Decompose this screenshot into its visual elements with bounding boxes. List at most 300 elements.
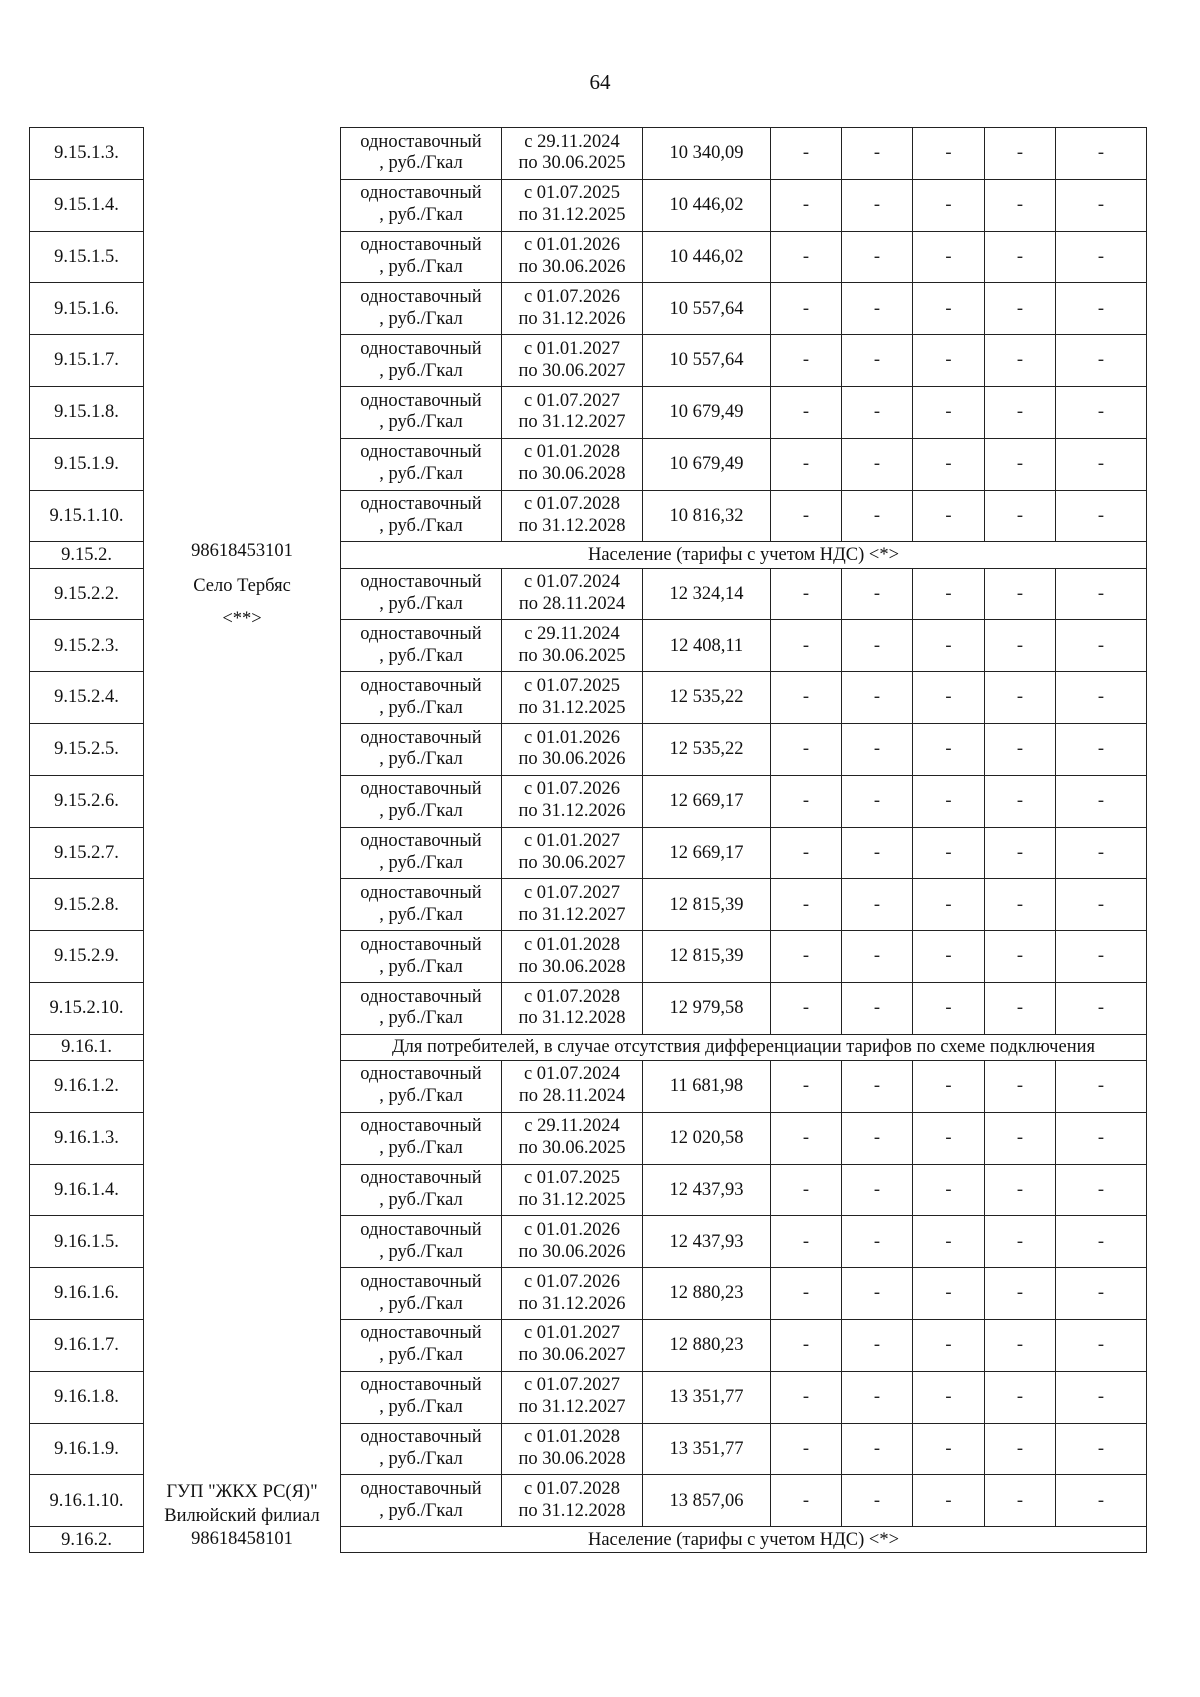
tariff-period	[502, 723, 643, 775]
empty-value-dash: -	[771, 1319, 842, 1371]
period-to: по 31.12.2027	[518, 412, 626, 433]
tariff-period	[502, 231, 643, 283]
period-from: с 01.07.2028	[523, 1478, 621, 1499]
empty-value-dash: -	[985, 128, 1056, 180]
empty-value-dash: -	[842, 1475, 913, 1527]
period-from: с 01.07.2028	[523, 986, 621, 1007]
tariff-type-line: одноставочный	[360, 934, 482, 955]
empty-value-dash: -	[1056, 931, 1147, 983]
row-number: 9.16.1.9.	[30, 1423, 144, 1475]
tariff-period	[502, 982, 643, 1034]
tariff-type	[341, 179, 502, 231]
tariff-type-line: одноставочный	[360, 286, 482, 307]
empty-value-dash: -	[913, 931, 985, 983]
row-number: 9.15.1.7.	[30, 335, 144, 387]
empty-value-dash: -	[913, 620, 985, 672]
empty-value-dash: -	[771, 1371, 842, 1423]
empty-value-dash: -	[985, 231, 1056, 283]
empty-value-dash: -	[1056, 1319, 1147, 1371]
empty-value-dash: -	[771, 1475, 842, 1527]
tariff-value: 13 351,77	[643, 1423, 771, 1475]
empty-value-dash: -	[842, 1164, 913, 1216]
tariff-type-line: одноставочный	[360, 131, 482, 152]
tariff-period	[502, 335, 643, 387]
row-number: 9.16.1.7.	[30, 1319, 144, 1371]
period-from: с 01.07.2027	[523, 390, 621, 411]
tariff-value: 12 815,39	[643, 879, 771, 931]
tariff-value: 12 880,23	[643, 1268, 771, 1320]
empty-value-dash: -	[985, 879, 1056, 931]
tariff-unit-line: , руб./Гкал	[379, 1086, 463, 1107]
row-number: 9.15.2.7.	[30, 827, 144, 879]
row-number: 9.15.1.8.	[30, 386, 144, 438]
row-number: 9.15.2.5.	[30, 723, 144, 775]
tariff-value: 10 446,02	[643, 179, 771, 231]
tariff-period	[502, 879, 643, 931]
row-number: 9.15.2.10.	[30, 982, 144, 1034]
period-from: с 01.01.2026	[523, 1219, 621, 1240]
empty-value-dash: -	[1056, 879, 1147, 931]
tariff-type-line: одноставочный	[360, 623, 482, 644]
period-to: по 28.11.2024	[518, 1086, 626, 1107]
empty-value-dash: -	[771, 672, 842, 724]
tariff-type	[341, 1268, 502, 1320]
row-number: 9.15.2.9.	[30, 931, 144, 983]
empty-value-dash: -	[771, 490, 842, 542]
empty-value-dash: -	[842, 827, 913, 879]
period-from: с 01.01.2027	[523, 1323, 621, 1344]
row-number: 9.15.2.6.	[30, 775, 144, 827]
period-from: с 01.01.2028	[523, 442, 621, 463]
empty-value-dash: -	[842, 568, 913, 620]
empty-value-dash: -	[985, 931, 1056, 983]
tariff-type	[341, 438, 502, 490]
period-to: по 30.06.2028	[518, 464, 626, 485]
tariff-type-line: одноставочный	[360, 235, 482, 256]
empty-value-dash: -	[913, 386, 985, 438]
tariff-unit-line: , руб./Гкал	[379, 412, 463, 433]
empty-value-dash: -	[985, 672, 1056, 724]
tariff-type-line: одноставочный	[360, 1478, 482, 1499]
tariff-value: 10 446,02	[643, 231, 771, 283]
empty-value-dash: -	[842, 231, 913, 283]
empty-value-dash: -	[771, 568, 842, 620]
empty-value-dash: -	[771, 386, 842, 438]
tariff-table-body	[30, 128, 1147, 1553]
tariff-unit-line: , руб./Гкал	[379, 1138, 463, 1159]
empty-value-dash: -	[1056, 1268, 1147, 1320]
tariff-unit-line: , руб./Гкал	[379, 308, 463, 329]
tariff-type-line: одноставочный	[360, 338, 482, 359]
tariff-value: 13 857,06	[643, 1475, 771, 1527]
tariff-type	[341, 1319, 502, 1371]
period-from: с 01.07.2028	[523, 494, 621, 515]
empty-value-dash: -	[1056, 827, 1147, 879]
row-number: 9.16.1.	[30, 1034, 144, 1060]
empty-value-dash: -	[985, 620, 1056, 672]
period-to: по 31.12.2027	[518, 1397, 626, 1418]
row-number: 9.15.2.	[30, 542, 144, 568]
tariff-period	[502, 438, 643, 490]
row-number: 9.16.1.10.	[30, 1475, 144, 1527]
empty-value-dash: -	[913, 879, 985, 931]
tariff-value: 12 669,17	[643, 775, 771, 827]
empty-value-dash: -	[985, 1319, 1056, 1371]
page-number: 64	[589, 70, 611, 94]
org-branch: Вилюйский филиал	[164, 1505, 320, 1526]
empty-value-dash: -	[771, 827, 842, 879]
settlement-code: 98618453101	[191, 540, 293, 561]
tariff-value: 10 816,32	[643, 490, 771, 542]
period-from: с 29.11.2024	[524, 1116, 620, 1137]
empty-value-dash: -	[913, 438, 985, 490]
row-number: 9.15.1.5.	[30, 231, 144, 283]
tariff-period	[502, 775, 643, 827]
empty-value-dash: -	[985, 283, 1056, 335]
tariff-type-line: одноставочный	[360, 1375, 482, 1396]
empty-value-dash: -	[985, 386, 1056, 438]
tariff-type-line: одноставочный	[360, 1219, 482, 1240]
row-number: 9.16.1.8.	[30, 1371, 144, 1423]
tariff-period	[502, 1268, 643, 1320]
empty-value-dash: -	[985, 490, 1056, 542]
empty-value-dash: -	[842, 1060, 913, 1112]
empty-value-dash: -	[771, 438, 842, 490]
row-number: 9.16.1.4.	[30, 1164, 144, 1216]
tariff-type	[341, 1423, 502, 1475]
empty-value-dash: -	[1056, 620, 1147, 672]
tariff-type	[341, 1475, 502, 1527]
tariff-type	[341, 568, 502, 620]
period-from: с 01.07.2025	[523, 1168, 621, 1189]
empty-value-dash: -	[985, 1268, 1056, 1320]
org-name: ГУП "ЖКХ РС(Я)"	[166, 1482, 318, 1503]
tariff-value: 12 535,22	[643, 723, 771, 775]
empty-value-dash: -	[1056, 1216, 1147, 1268]
tariff-type	[341, 879, 502, 931]
tariff-unit-line: , руб./Гкал	[379, 645, 463, 666]
empty-value-dash: -	[842, 1371, 913, 1423]
section-header-text: Население (тарифы с учетом НДС) <*>	[341, 1527, 1147, 1553]
empty-value-dash: -	[1056, 723, 1147, 775]
empty-value-dash: -	[771, 1216, 842, 1268]
period-from: с 01.01.2028	[523, 1427, 621, 1448]
empty-value-dash: -	[771, 879, 842, 931]
org-cell	[144, 1034, 341, 1553]
row-number: 9.16.1.2.	[30, 1060, 144, 1112]
tariff-unit-line: , руб./Гкал	[379, 593, 463, 614]
tariff-value: 12 815,39	[643, 931, 771, 983]
tariff-value: 12 535,22	[643, 672, 771, 724]
empty-value-dash: -	[913, 1112, 985, 1164]
empty-value-dash: -	[842, 490, 913, 542]
empty-value-dash: -	[913, 827, 985, 879]
empty-value-dash: -	[771, 723, 842, 775]
tariff-unit-line: , руб./Гкал	[379, 697, 463, 718]
period-to: по 31.12.2025	[518, 1189, 626, 1210]
tariff-type-line: одноставочный	[360, 390, 482, 411]
period-to: по 28.11.2024	[518, 593, 626, 614]
empty-value-dash: -	[913, 1268, 985, 1320]
empty-value-dash: -	[771, 620, 842, 672]
row-number: 9.16.1.5.	[30, 1216, 144, 1268]
tariff-unit-line: , руб./Гкал	[379, 904, 463, 925]
tariff-period	[502, 1216, 643, 1268]
tariff-unit-line: , руб./Гкал	[379, 749, 463, 770]
row-number: 9.16.1.3.	[30, 1112, 144, 1164]
empty-value-dash: -	[842, 1423, 913, 1475]
empty-value-dash: -	[1056, 568, 1147, 620]
period-from: с 01.01.2026	[523, 235, 621, 256]
tariff-unit-line: , руб./Гкал	[379, 205, 463, 226]
tariff-unit-line: , руб./Гкал	[379, 360, 463, 381]
tariff-period	[502, 386, 643, 438]
period-to: по 31.12.2026	[518, 1293, 626, 1314]
period-to: по 31.12.2028	[518, 515, 626, 536]
empty-value-dash: -	[771, 931, 842, 983]
tariff-period	[502, 283, 643, 335]
period-from: с 01.07.2026	[523, 286, 621, 307]
tariff-type	[341, 1060, 502, 1112]
tariff-period	[502, 1319, 643, 1371]
tariff-type-line: одноставочный	[360, 1323, 482, 1344]
tariff-period	[502, 1112, 643, 1164]
row-number: 9.15.2.8.	[30, 879, 144, 931]
tariff-period	[502, 1371, 643, 1423]
period-to: по 30.06.2028	[518, 1448, 626, 1469]
empty-value-dash: -	[913, 723, 985, 775]
period-to: по 30.06.2025	[518, 1138, 626, 1159]
empty-value-dash: -	[985, 723, 1056, 775]
empty-value-dash: -	[913, 1319, 985, 1371]
empty-value-dash: -	[985, 1164, 1056, 1216]
empty-value-dash: -	[1056, 490, 1147, 542]
empty-value-dash: -	[913, 1423, 985, 1475]
empty-value-dash: -	[985, 775, 1056, 827]
period-to: по 30.06.2026	[518, 256, 626, 277]
empty-value-dash: -	[913, 335, 985, 387]
tariff-value: 12 880,23	[643, 1319, 771, 1371]
empty-value-dash: -	[1056, 1371, 1147, 1423]
tariff-type	[341, 231, 502, 283]
empty-value-dash: -	[1056, 283, 1147, 335]
empty-value-dash: -	[985, 982, 1056, 1034]
tariff-type	[341, 723, 502, 775]
row-number: 9.15.2.3.	[30, 620, 144, 672]
empty-value-dash: -	[985, 335, 1056, 387]
tariff-type	[341, 620, 502, 672]
tariff-type-line: одноставочный	[360, 882, 482, 903]
tariff-type	[341, 335, 502, 387]
org-cell	[144, 128, 341, 1035]
empty-value-dash: -	[1056, 1423, 1147, 1475]
empty-value-dash: -	[771, 128, 842, 180]
empty-value-dash: -	[1056, 438, 1147, 490]
empty-value-dash: -	[1056, 386, 1147, 438]
tariff-period	[502, 1164, 643, 1216]
period-from: с 01.07.2026	[523, 1271, 621, 1292]
tariff-value: 12 408,11	[643, 620, 771, 672]
empty-value-dash: -	[985, 1475, 1056, 1527]
tariff-type	[341, 982, 502, 1034]
tariff-unit-line: , руб./Гкал	[379, 1448, 463, 1469]
row-number: 9.15.1.9.	[30, 438, 144, 490]
tariff-type-line: одноставочный	[360, 1427, 482, 1448]
empty-value-dash: -	[985, 1112, 1056, 1164]
tariff-unit-line: , руб./Гкал	[379, 464, 463, 485]
empty-value-dash: -	[842, 620, 913, 672]
row-number: 9.15.1.3.	[30, 128, 144, 180]
empty-value-dash: -	[771, 231, 842, 283]
empty-value-dash: -	[771, 1164, 842, 1216]
row-number: 9.15.1.6.	[30, 283, 144, 335]
section-header-text: Для потребителей, в случае отсутствия дифференциации тарифов по схеме подключения	[341, 1034, 1147, 1060]
period-to: по 30.06.2027	[518, 1345, 626, 1366]
settlement-name: Село Тербяс	[193, 576, 291, 597]
tariff-unit-line: , руб./Гкал	[379, 1397, 463, 1418]
tariff-value: 10 679,49	[643, 438, 771, 490]
tariff-value: 10 679,49	[643, 386, 771, 438]
tariff-period	[502, 1423, 643, 1475]
empty-value-dash: -	[1056, 231, 1147, 283]
tariff-type-line: одноставочный	[360, 572, 482, 593]
org-code: 98618458101	[191, 1528, 293, 1549]
period-from: с 29.11.2024	[524, 623, 620, 644]
empty-value-dash: -	[842, 672, 913, 724]
tariff-unit-line: , руб./Гкал	[379, 153, 463, 174]
empty-value-dash: -	[771, 775, 842, 827]
period-to: по 30.06.2026	[518, 749, 626, 770]
tariff-period	[502, 128, 643, 180]
empty-value-dash: -	[1056, 128, 1147, 180]
period-to: по 30.06.2025	[518, 645, 626, 666]
period-to: по 30.06.2026	[518, 1241, 626, 1262]
empty-value-dash: -	[1056, 1164, 1147, 1216]
period-from: с 01.01.2026	[523, 727, 621, 748]
tariff-type	[341, 128, 502, 180]
tariff-type-line: одноставочный	[360, 831, 482, 852]
tariff-unit-line: , руб./Гкал	[379, 956, 463, 977]
tariff-type	[341, 1371, 502, 1423]
empty-value-dash: -	[771, 1268, 842, 1320]
empty-value-dash: -	[1056, 982, 1147, 1034]
tariff-type-line: одноставочный	[360, 1168, 482, 1189]
empty-value-dash: -	[842, 931, 913, 983]
period-from: с 01.07.2024	[523, 572, 621, 593]
empty-value-dash: -	[842, 723, 913, 775]
tariff-type-line: одноставочный	[360, 1064, 482, 1085]
tariff-type-line: одноставочный	[360, 986, 482, 1007]
period-from: с 01.07.2024	[523, 1064, 621, 1085]
empty-value-dash: -	[771, 1112, 842, 1164]
empty-value-dash: -	[842, 775, 913, 827]
tariff-value: 11 681,98	[643, 1060, 771, 1112]
section-header-row	[30, 1034, 1147, 1060]
tariff-type	[341, 386, 502, 438]
tariff-unit-line: , руб./Гкал	[379, 1189, 463, 1210]
period-from: с 01.07.2025	[523, 675, 621, 696]
empty-value-dash: -	[985, 568, 1056, 620]
tariff-row	[30, 128, 1147, 180]
period-from: с 01.07.2027	[523, 1375, 621, 1396]
tariff-unit-line: , руб./Гкал	[379, 515, 463, 536]
tariff-type-line: одноставочный	[360, 1116, 482, 1137]
period-from: с 29.11.2024	[524, 131, 620, 152]
empty-value-dash: -	[1056, 179, 1147, 231]
tariff-unit-line: , руб./Гкал	[379, 1241, 463, 1262]
empty-value-dash: -	[1056, 672, 1147, 724]
empty-value-dash: -	[985, 827, 1056, 879]
tariff-type-line: одноставочный	[360, 1271, 482, 1292]
tariff-unit-line: , руб./Гкал	[379, 1008, 463, 1029]
empty-value-dash: -	[985, 179, 1056, 231]
row-number: 9.16.2.	[30, 1527, 144, 1553]
tariff-type	[341, 672, 502, 724]
tariff-type-line: одноставочный	[360, 442, 482, 463]
section-header-text: Население (тарифы с учетом НДС) <*>	[341, 542, 1147, 568]
empty-value-dash: -	[842, 438, 913, 490]
period-to: по 31.12.2025	[518, 205, 626, 226]
empty-value-dash: -	[842, 1268, 913, 1320]
period-to: по 31.12.2027	[518, 904, 626, 925]
period-to: по 30.06.2025	[518, 153, 626, 174]
empty-value-dash: -	[842, 335, 913, 387]
empty-value-dash: -	[913, 982, 985, 1034]
tariff-period	[502, 931, 643, 983]
tariff-period	[502, 620, 643, 672]
empty-value-dash: -	[842, 1216, 913, 1268]
tariff-value: 12 324,14	[643, 568, 771, 620]
tariff-type-line: одноставочный	[360, 727, 482, 748]
tariff-type-line: одноставочный	[360, 675, 482, 696]
empty-value-dash: -	[842, 386, 913, 438]
period-to: по 31.12.2028	[518, 1500, 626, 1521]
period-from: с 01.01.2027	[523, 831, 621, 852]
tariff-type	[341, 1216, 502, 1268]
period-to: по 31.12.2025	[518, 697, 626, 718]
empty-value-dash: -	[1056, 335, 1147, 387]
tariff-unit-line: , руб./Гкал	[379, 801, 463, 822]
tariff-type	[341, 931, 502, 983]
empty-value-dash: -	[913, 1060, 985, 1112]
empty-value-dash: -	[842, 982, 913, 1034]
tariff-value: 10 340,09	[643, 128, 771, 180]
period-to: по 31.12.2026	[518, 801, 626, 822]
org-cell-content	[146, 1481, 338, 1550]
empty-value-dash: -	[913, 775, 985, 827]
empty-value-dash: -	[1056, 1060, 1147, 1112]
period-from: с 01.01.2028	[523, 934, 621, 955]
period-from: с 01.07.2025	[523, 183, 621, 204]
tariff-type	[341, 490, 502, 542]
row-number: 9.15.1.4.	[30, 179, 144, 231]
period-from: с 01.07.2027	[523, 882, 621, 903]
row-number: 9.16.1.6.	[30, 1268, 144, 1320]
tariff-type	[341, 1112, 502, 1164]
tariff-value: 12 020,58	[643, 1112, 771, 1164]
empty-value-dash: -	[1056, 1112, 1147, 1164]
tariff-period	[502, 490, 643, 542]
row-number: 9.15.2.2.	[30, 568, 144, 620]
tariff-value: 13 351,77	[643, 1371, 771, 1423]
tariff-value: 12 437,93	[643, 1164, 771, 1216]
tariff-type-line: одноставочный	[360, 779, 482, 800]
tariff-table	[29, 127, 1147, 1553]
tariff-unit-line: , руб./Гкал	[379, 1500, 463, 1521]
empty-value-dash: -	[985, 1371, 1056, 1423]
period-to: по 31.12.2026	[518, 308, 626, 329]
tariff-unit-line: , руб./Гкал	[379, 1293, 463, 1314]
